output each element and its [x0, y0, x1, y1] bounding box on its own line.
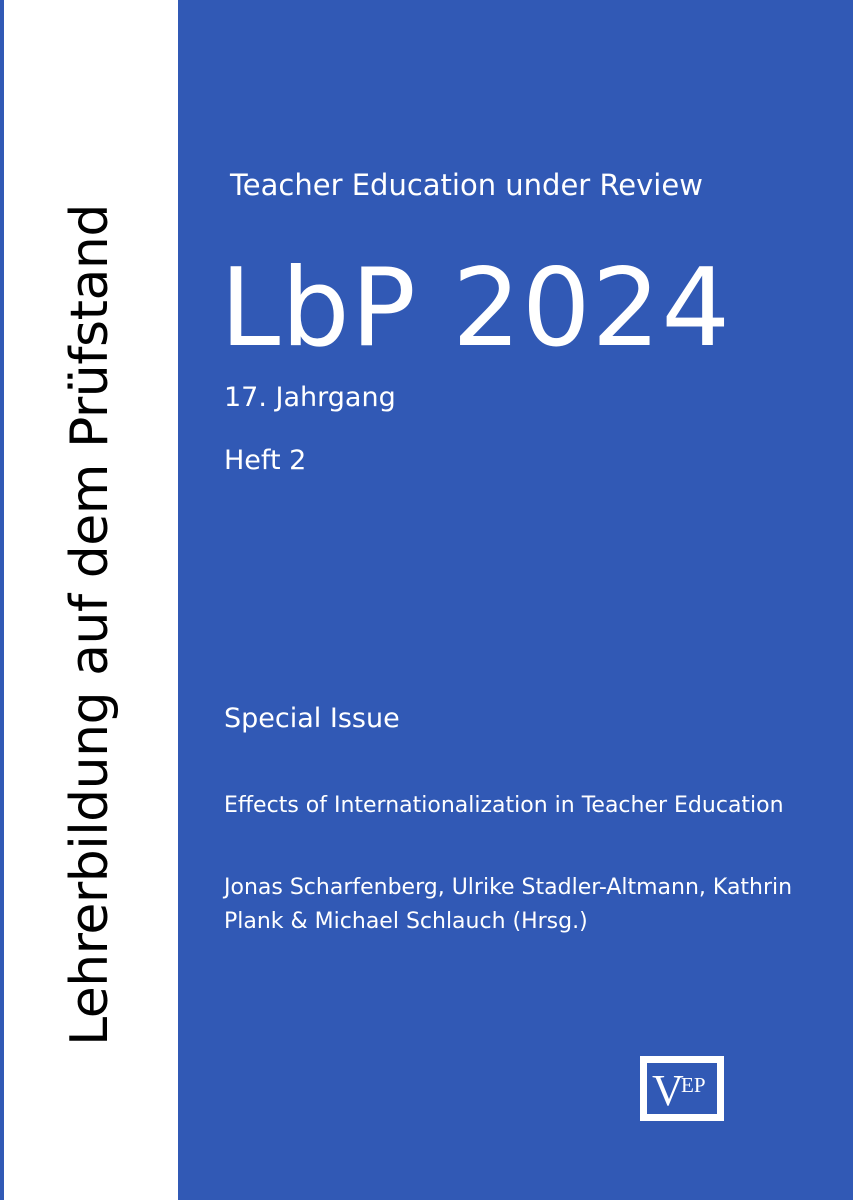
volume-label: 17. Jahrgang	[224, 382, 396, 413]
publisher-logo-suffix: EP	[681, 1073, 706, 1097]
journal-title: LbP 2024	[220, 246, 732, 371]
publisher-logo-inner	[646, 1062, 718, 1115]
cover-panel	[178, 0, 853, 1200]
issue-topic: Effects of Internationalization in Teacher Education	[224, 793, 784, 818]
issue-label: Heft 2	[224, 445, 307, 476]
publisher-logo-letter: V	[652, 1066, 684, 1115]
spine-strip	[0, 0, 178, 1200]
publisher-logo	[640, 1056, 724, 1121]
journal-subtitle: Teacher Education under Review	[230, 168, 703, 202]
spine-title: Lehrerbildung auf dem Prüfstand	[60, 204, 120, 1046]
special-issue-label: Special Issue	[224, 703, 400, 734]
edge-line	[0, 0, 4, 1200]
spine-title-wrapper	[60, 78, 120, 1172]
editors-list: Jonas Scharfenberg, Ulrike Stadler-Altmann, Kathrin Plank & Michael Schlauch (Hrsg.)	[224, 875, 793, 934]
